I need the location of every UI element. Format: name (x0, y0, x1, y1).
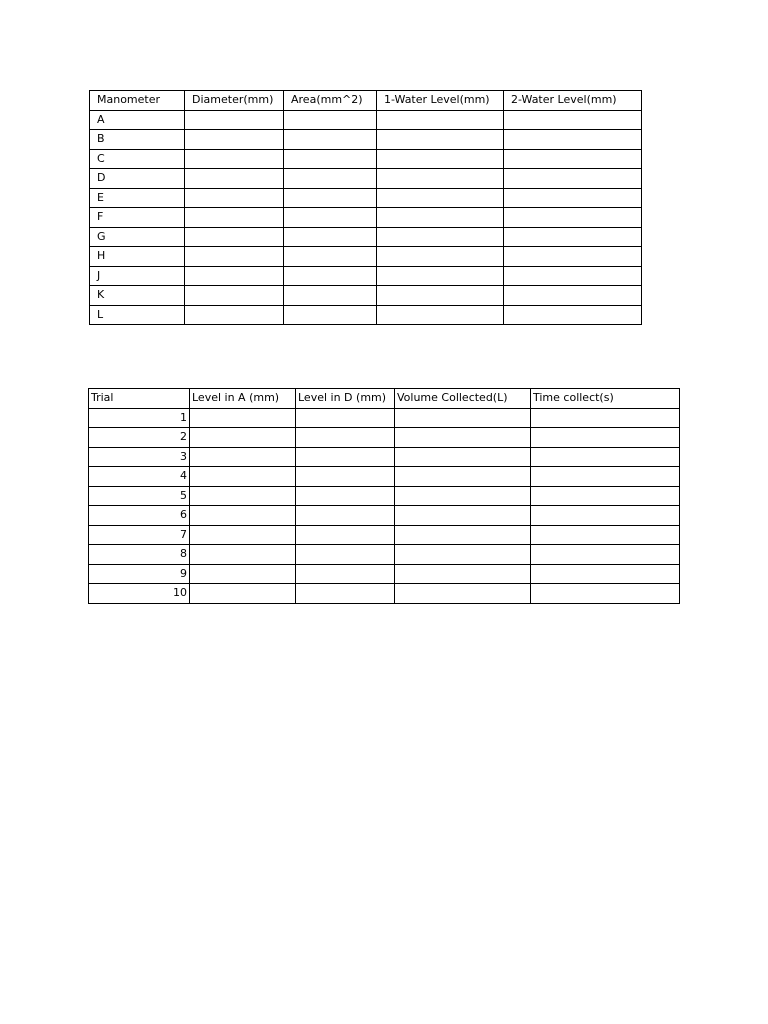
table-row (90, 247, 642, 267)
volume-cell[interactable] (395, 467, 531, 487)
trial-number: 5 (89, 486, 190, 506)
table-row (89, 467, 680, 487)
level-a-cell[interactable] (190, 486, 296, 506)
water-level-1-cell[interactable] (377, 208, 504, 228)
header-row (89, 389, 680, 409)
volume-cell[interactable] (395, 525, 531, 545)
trial-number: 8 (89, 545, 190, 565)
manometer-label: L (90, 305, 185, 325)
table-row (90, 110, 642, 130)
diameter-cell[interactable] (185, 130, 284, 150)
water-level-1-cell[interactable] (377, 188, 504, 208)
table-row (90, 188, 642, 208)
diameter-cell[interactable] (185, 305, 284, 325)
water-level-2-cell[interactable] (504, 227, 642, 247)
water-level-2-cell[interactable] (504, 247, 642, 267)
diameter-cell[interactable] (185, 286, 284, 306)
header-water-level-1: 1-Water Level(mm) (377, 91, 504, 111)
manometer-label: J (90, 266, 185, 286)
trial-table (88, 388, 680, 604)
diameter-cell[interactable] (185, 208, 284, 228)
level-d-cell[interactable] (296, 545, 395, 565)
water-level-2-cell[interactable] (504, 266, 642, 286)
diameter-cell[interactable] (185, 110, 284, 130)
water-level-2-cell[interactable] (504, 188, 642, 208)
manometer-label: F (90, 208, 185, 228)
header-volume-collected: Volume Collected(L) (395, 389, 531, 409)
trial-number: 10 (89, 584, 190, 604)
trial-number: 7 (89, 525, 190, 545)
level-d-cell[interactable] (296, 506, 395, 526)
trial-number: 6 (89, 506, 190, 526)
manometer-label: B (90, 130, 185, 150)
water-level-2-cell[interactable] (504, 149, 642, 169)
area-cell[interactable] (284, 266, 377, 286)
manometer-label: C (90, 149, 185, 169)
trial-number: 1 (89, 408, 190, 428)
area-cell[interactable] (284, 188, 377, 208)
time-cell[interactable] (531, 447, 680, 467)
time-cell[interactable] (531, 525, 680, 545)
diameter-cell[interactable] (185, 266, 284, 286)
header-diameter: Diameter(mm) (185, 91, 284, 111)
level-d-cell[interactable] (296, 408, 395, 428)
level-d-cell[interactable] (296, 525, 395, 545)
volume-cell[interactable] (395, 545, 531, 565)
level-d-cell[interactable] (296, 564, 395, 584)
water-level-1-cell[interactable] (377, 130, 504, 150)
diameter-cell[interactable] (185, 169, 284, 189)
level-a-cell[interactable] (190, 584, 296, 604)
water-level-1-cell[interactable] (377, 247, 504, 267)
level-d-cell[interactable] (296, 486, 395, 506)
area-cell[interactable] (284, 305, 377, 325)
manometer-label: D (90, 169, 185, 189)
water-level-1-cell[interactable] (377, 149, 504, 169)
water-level-2-cell[interactable] (504, 110, 642, 130)
area-cell[interactable] (284, 169, 377, 189)
time-cell[interactable] (531, 545, 680, 565)
table-row (89, 428, 680, 448)
area-cell[interactable] (284, 130, 377, 150)
water-level-2-cell[interactable] (504, 169, 642, 189)
level-d-cell[interactable] (296, 584, 395, 604)
table-row (90, 286, 642, 306)
water-level-2-cell[interactable] (504, 305, 642, 325)
level-a-cell[interactable] (190, 545, 296, 565)
manometer-table (89, 90, 642, 325)
table-row (90, 227, 642, 247)
manometer-label: G (90, 227, 185, 247)
volume-cell[interactable] (395, 564, 531, 584)
table-row (89, 506, 680, 526)
time-cell[interactable] (531, 428, 680, 448)
diameter-cell[interactable] (185, 227, 284, 247)
table-row (89, 545, 680, 565)
table-row (90, 266, 642, 286)
level-a-cell[interactable] (190, 467, 296, 487)
level-d-cell[interactable] (296, 447, 395, 467)
volume-cell[interactable] (395, 408, 531, 428)
trial-number: 2 (89, 428, 190, 448)
table-row (90, 169, 642, 189)
header-row (90, 91, 642, 111)
water-level-1-cell[interactable] (377, 286, 504, 306)
water-level-1-cell[interactable] (377, 227, 504, 247)
area-cell[interactable] (284, 149, 377, 169)
water-level-1-cell[interactable] (377, 266, 504, 286)
time-cell[interactable] (531, 486, 680, 506)
volume-cell[interactable] (395, 506, 531, 526)
time-cell[interactable] (531, 564, 680, 584)
water-level-2-cell[interactable] (504, 208, 642, 228)
time-cell[interactable] (531, 408, 680, 428)
time-cell[interactable] (531, 506, 680, 526)
water-level-1-cell[interactable] (377, 305, 504, 325)
table-row (89, 564, 680, 584)
level-a-cell[interactable] (190, 506, 296, 526)
header-manometer: Manometer (90, 91, 185, 111)
table-row (89, 486, 680, 506)
trial-number: 9 (89, 564, 190, 584)
water-level-1-cell[interactable] (377, 110, 504, 130)
volume-cell[interactable] (395, 486, 531, 506)
level-d-cell[interactable] (296, 467, 395, 487)
volume-cell[interactable] (395, 584, 531, 604)
header-time-collect: Time collect(s) (531, 389, 680, 409)
volume-cell[interactable] (395, 428, 531, 448)
volume-cell[interactable] (395, 447, 531, 467)
table-row (90, 149, 642, 169)
header-area: Area(mm^2) (284, 91, 377, 111)
diameter-cell[interactable] (185, 188, 284, 208)
header-level-a: Level in A (mm) (190, 389, 296, 409)
header-level-d: Level in D (mm) (296, 389, 395, 409)
table-row (89, 525, 680, 545)
table-row (90, 208, 642, 228)
area-cell[interactable] (284, 247, 377, 267)
water-level-2-cell[interactable] (504, 286, 642, 306)
level-a-cell[interactable] (190, 564, 296, 584)
diameter-cell[interactable] (185, 149, 284, 169)
area-cell[interactable] (284, 227, 377, 247)
level-d-cell[interactable] (296, 428, 395, 448)
table-row (89, 408, 680, 428)
table-row (89, 447, 680, 467)
header-water-level-2: 2-Water Level(mm) (504, 91, 642, 111)
table-row (90, 130, 642, 150)
table-row (90, 305, 642, 325)
level-a-cell[interactable] (190, 525, 296, 545)
area-cell[interactable] (284, 286, 377, 306)
area-cell[interactable] (284, 110, 377, 130)
water-level-1-cell[interactable] (377, 169, 504, 189)
manometer-label: E (90, 188, 185, 208)
level-a-cell[interactable] (190, 428, 296, 448)
level-a-cell[interactable] (190, 408, 296, 428)
manometer-label: K (90, 286, 185, 306)
time-cell[interactable] (531, 584, 680, 604)
trial-number: 4 (89, 467, 190, 487)
level-a-cell[interactable] (190, 447, 296, 467)
trial-number: 3 (89, 447, 190, 467)
table-row (89, 584, 680, 604)
header-trial: Trial (89, 389, 190, 409)
diameter-cell[interactable] (185, 247, 284, 267)
time-cell[interactable] (531, 467, 680, 487)
water-level-2-cell[interactable] (504, 130, 642, 150)
manometer-label: A (90, 110, 185, 130)
area-cell[interactable] (284, 208, 377, 228)
manometer-label: H (90, 247, 185, 267)
